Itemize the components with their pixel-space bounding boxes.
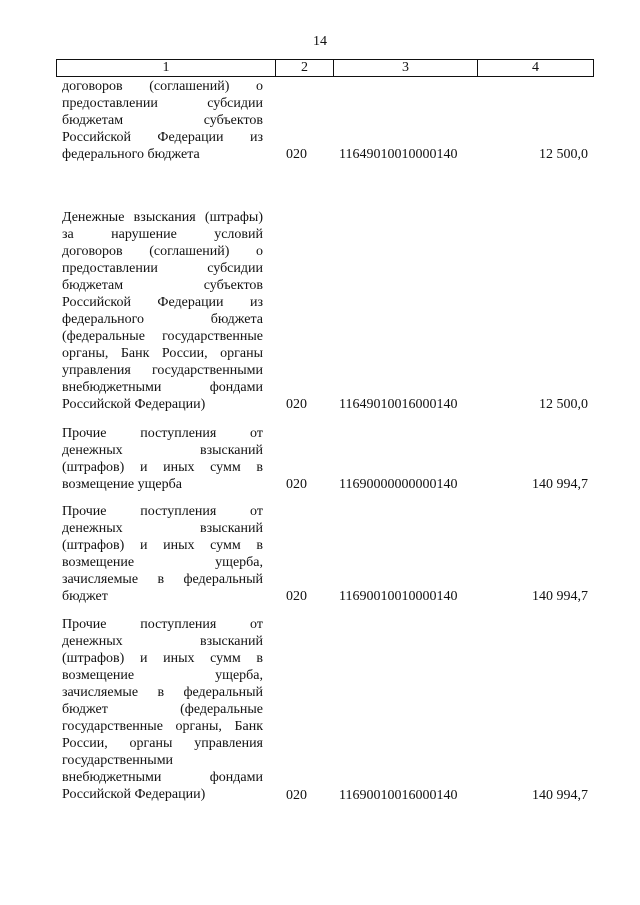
row-description: [62, 78, 263, 163]
desc-line: (штрафов) и иных сумм в: [62, 538, 263, 553]
desc-line: денежных взысканий: [62, 443, 263, 458]
desc-line: федерального бюджета: [62, 312, 263, 327]
desc-line: бюджетам субъектов: [62, 113, 263, 128]
desc-line: (штрафов) и иных сумм в: [62, 651, 263, 666]
column-header-1: 1: [162, 60, 170, 75]
desc-line: бюджетам субъектов: [62, 278, 263, 293]
amount: 140 994,7: [532, 788, 588, 803]
row-description: [62, 209, 263, 413]
kbk-code: 11649010016000140: [339, 397, 458, 412]
admin-code: 020: [286, 589, 307, 604]
desc-line: (федеральные государственные: [62, 329, 263, 344]
column-header-2: 2: [275, 60, 333, 76]
desc-line: бюджет: [62, 589, 108, 604]
desc-line: Денежные взыскания (штрафы): [62, 210, 263, 225]
admin-code: 020: [286, 477, 307, 492]
row-description: [62, 616, 263, 803]
row-description: [62, 425, 263, 493]
desc-line: договоров (соглашений) о: [62, 79, 263, 94]
admin-code: 020: [286, 397, 307, 412]
desc-line: предоставлении субсидии: [62, 96, 263, 111]
desc-line: Российской Федерации из: [62, 130, 263, 145]
desc-line: государственными: [62, 753, 174, 768]
kbk-code: 11690010010000140: [339, 589, 458, 604]
desc-line: государственные органы, Банк: [62, 719, 263, 734]
row-description: [62, 503, 263, 605]
amount: 140 994,7: [532, 589, 588, 604]
desc-line: Российской Федерации): [62, 397, 206, 412]
amount: 12 500,0: [539, 397, 588, 412]
desc-line: Прочие поступления от: [62, 504, 263, 519]
amount: 140 994,7: [532, 477, 588, 492]
desc-line: Российской Федерации): [62, 787, 206, 802]
desc-line: возмещение ущерба: [62, 477, 182, 492]
desc-line: федерального бюджета: [62, 147, 200, 162]
desc-line: внебюджетными фондами: [62, 380, 263, 395]
desc-line: зачисляемые в федеральный: [62, 685, 263, 700]
desc-line: Прочие поступления от: [62, 426, 263, 441]
desc-line: внебюджетными фондами: [62, 770, 263, 785]
column-header-3: 3: [333, 60, 477, 76]
page-number: 14: [313, 34, 327, 49]
desc-line: Прочие поступления от: [62, 617, 263, 632]
desc-line: Российской Федерации из: [62, 295, 263, 310]
desc-line: возмещение ущерба,: [62, 668, 263, 683]
desc-line: возмещение ущерба,: [62, 555, 263, 570]
desc-line: денежных взысканий: [62, 521, 263, 536]
desc-line: управления государственными: [62, 363, 263, 378]
desc-line: за нарушение условий: [62, 227, 263, 242]
desc-line: бюджет (федеральные: [62, 702, 263, 717]
kbk-code: 11690000000000140: [339, 477, 458, 492]
kbk-code: 11649010010000140: [339, 147, 458, 162]
desc-line: России, органы управления: [62, 736, 263, 751]
kbk-code: 11690010016000140: [339, 788, 458, 803]
table-header: [56, 59, 594, 77]
amount: 12 500,0: [539, 147, 588, 162]
admin-code: 020: [286, 147, 307, 162]
desc-line: денежных взысканий: [62, 634, 263, 649]
desc-line: предоставлении субсидии: [62, 261, 263, 276]
admin-code: 020: [286, 788, 307, 803]
column-header-4: 4: [477, 60, 593, 76]
desc-line: договоров (соглашений) о: [62, 244, 263, 259]
desc-line: (штрафов) и иных сумм в: [62, 460, 263, 475]
desc-line: зачисляемые в федеральный: [62, 572, 263, 587]
desc-line: органы, Банк России, органы: [62, 346, 263, 361]
